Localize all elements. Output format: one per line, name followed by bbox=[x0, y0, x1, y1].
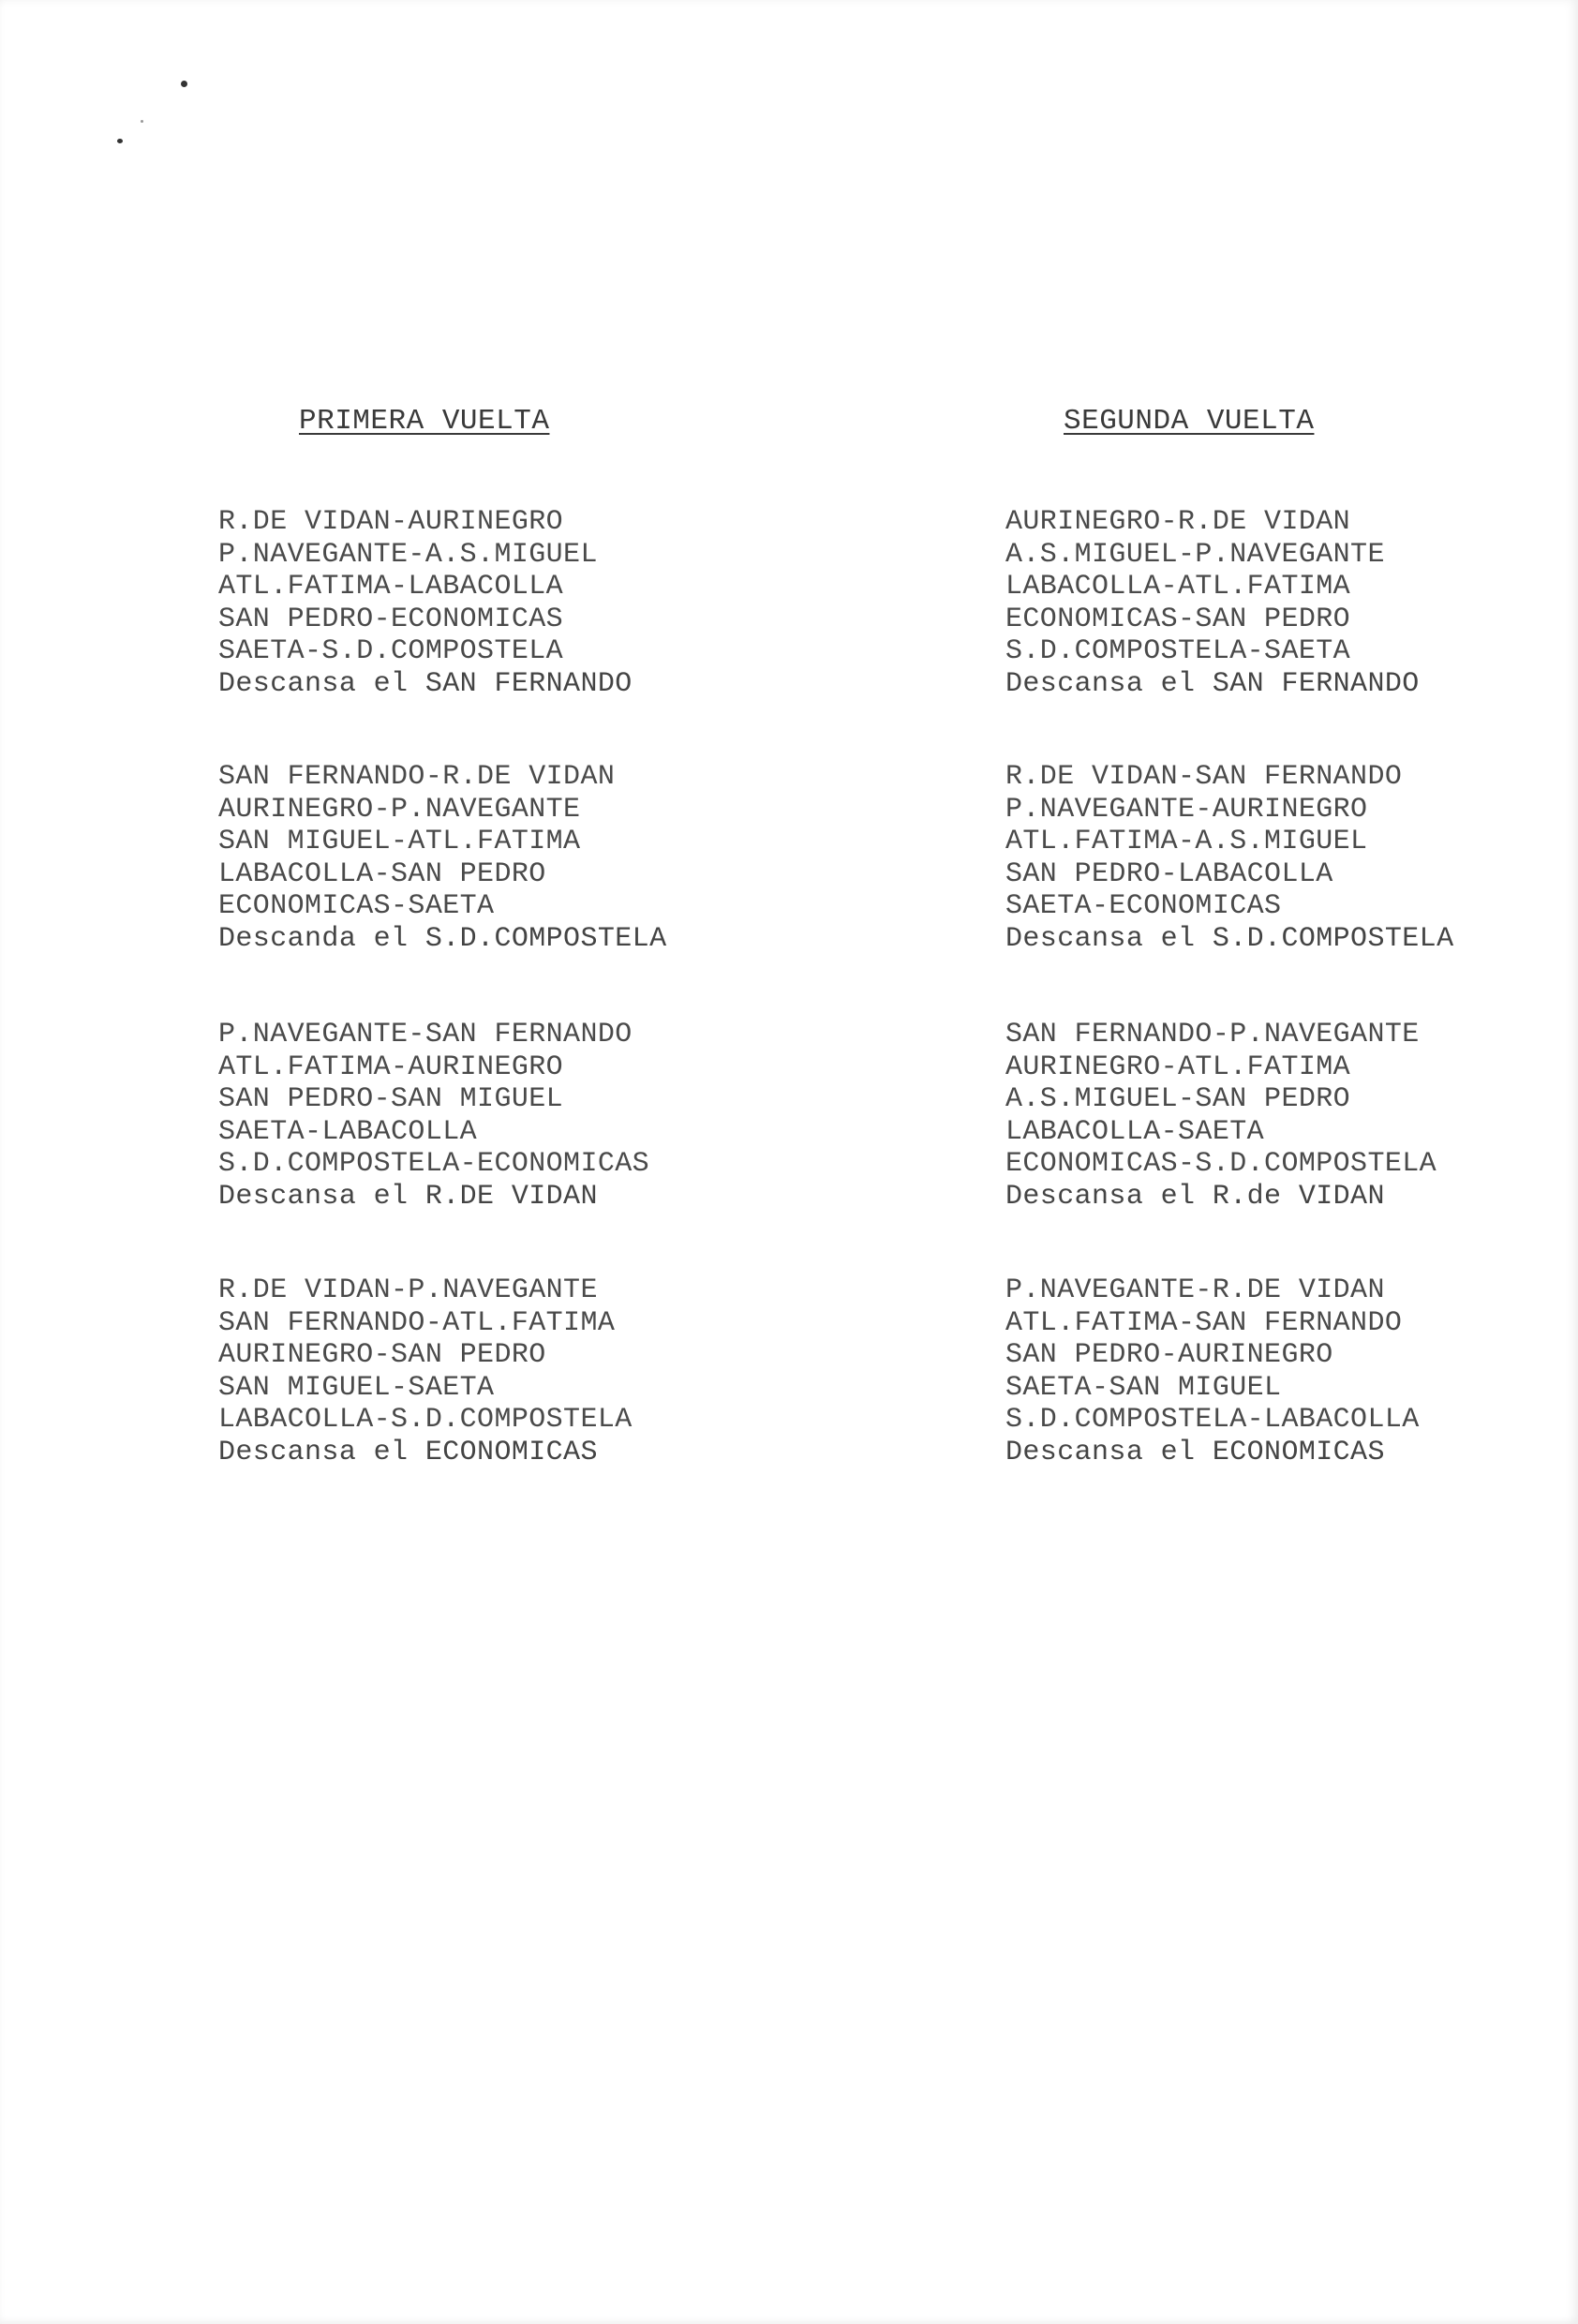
match-line: LABACOLLA-ATL.FATIMA bbox=[1005, 571, 1351, 603]
match-line: SAN MIGUEL-SAETA bbox=[218, 1371, 495, 1404]
match-line: A.S.MIGUEL-SAN PEDRO bbox=[1005, 1083, 1351, 1115]
match-line: R.DE VIDAN-SAN FERNANDO bbox=[1005, 761, 1403, 793]
match-line: LABACOLLA-SAN PEDRO bbox=[218, 857, 546, 890]
rest-line: Descansa el R.DE VIDAN bbox=[218, 1180, 598, 1213]
rest-line: Descansa el R.de VIDAN bbox=[1005, 1180, 1385, 1213]
column-heading: SEGUNDA VUELTA bbox=[1064, 405, 1315, 438]
round-block bbox=[1005, 1019, 1578, 1213]
round-block bbox=[218, 1274, 818, 1468]
match-line: R.DE VIDAN-AURINEGRO bbox=[218, 506, 564, 538]
match-line: ECONOMICAS-SAETA bbox=[218, 890, 495, 922]
match-line: SAN FERNANDO-ATL.FATIMA bbox=[218, 1306, 616, 1339]
ink-speck bbox=[181, 81, 187, 87]
match-line: ECONOMICAS-S.D.COMPOSTELA bbox=[1005, 1148, 1437, 1180]
match-line: R.DE VIDAN-P.NAVEGANTE bbox=[218, 1274, 598, 1306]
match-line: SAN PEDRO-LABACOLLA bbox=[1005, 857, 1333, 890]
match-line: SAN MIGUEL-ATL.FATIMA bbox=[218, 826, 581, 857]
match-line: AURINEGRO-P.NAVEGANTE bbox=[218, 793, 581, 826]
match-line: LABACOLLA-S.D.COMPOSTELA bbox=[218, 1404, 633, 1436]
match-line: SAN PEDRO-ECONOMICAS bbox=[218, 603, 564, 635]
match-line: S.D.COMPOSTELA-LABACOLLA bbox=[1005, 1404, 1420, 1436]
rest-line: Descansa el SAN FERNANDO bbox=[218, 667, 633, 700]
rest-line: Descansa el ECONOMICAS bbox=[218, 1436, 598, 1468]
column-heading: PRIMERA VUELTA bbox=[299, 405, 550, 438]
match-line: AURINEGRO-ATL.FATIMA bbox=[1005, 1050, 1351, 1083]
match-line: ECONOMICAS-SAN PEDRO bbox=[1005, 603, 1351, 635]
match-line: S.D.COMPOSTELA-SAETA bbox=[1005, 635, 1351, 667]
match-line: ATL.FATIMA-LABACOLLA bbox=[218, 571, 564, 603]
rest-line: Descansa el S.D.COMPOSTELA bbox=[1005, 922, 1454, 955]
round-block bbox=[1005, 1274, 1578, 1468]
round-block bbox=[218, 761, 818, 955]
round-block bbox=[1005, 761, 1578, 955]
match-line: SAN PEDRO-AURINEGRO bbox=[1005, 1339, 1333, 1371]
match-line: ATL.FATIMA-SAN FERNANDO bbox=[1005, 1306, 1403, 1339]
match-line: P.NAVEGANTE-A.S.MIGUEL bbox=[218, 538, 598, 571]
rest-line: Descansa el ECONOMICAS bbox=[1005, 1436, 1385, 1468]
match-line: S.D.COMPOSTELA-ECONOMICAS bbox=[218, 1148, 650, 1180]
match-line: P.NAVEGANTE-SAN FERNANDO bbox=[218, 1019, 633, 1050]
match-line: SAN PEDRO-SAN MIGUEL bbox=[218, 1083, 564, 1115]
match-line: ATL.FATIMA-AURINEGRO bbox=[218, 1050, 564, 1083]
match-line: SAETA-LABACOLLA bbox=[218, 1115, 478, 1148]
match-line: SAN FERNANDO-R.DE VIDAN bbox=[218, 761, 616, 793]
rest-line: Descanda el S.D.COMPOSTELA bbox=[218, 922, 667, 955]
match-line: SAN FERNANDO-P.NAVEGANTE bbox=[1005, 1019, 1420, 1050]
match-line: SAETA-S.D.COMPOSTELA bbox=[218, 635, 564, 667]
match-line: AURINEGRO-SAN PEDRO bbox=[218, 1339, 546, 1371]
ink-speck bbox=[141, 120, 143, 123]
match-line: P.NAVEGANTE-R.DE VIDAN bbox=[1005, 1274, 1385, 1306]
match-line: ATL.FATIMA-A.S.MIGUEL bbox=[1005, 826, 1368, 857]
rest-line: Descansa el SAN FERNANDO bbox=[1005, 667, 1420, 700]
match-line: A.S.MIGUEL-P.NAVEGANTE bbox=[1005, 538, 1385, 571]
round-block bbox=[218, 506, 818, 700]
match-line: P.NAVEGANTE-AURINEGRO bbox=[1005, 793, 1368, 826]
round-block bbox=[1005, 506, 1578, 700]
match-line: SAETA-ECONOMICAS bbox=[1005, 890, 1282, 922]
match-line: AURINEGRO-R.DE VIDAN bbox=[1005, 506, 1351, 538]
ink-speck bbox=[117, 139, 123, 143]
match-line: LABACOLLA-SAETA bbox=[1005, 1115, 1265, 1148]
match-line: SAETA-SAN MIGUEL bbox=[1005, 1371, 1282, 1404]
round-block bbox=[218, 1019, 818, 1213]
